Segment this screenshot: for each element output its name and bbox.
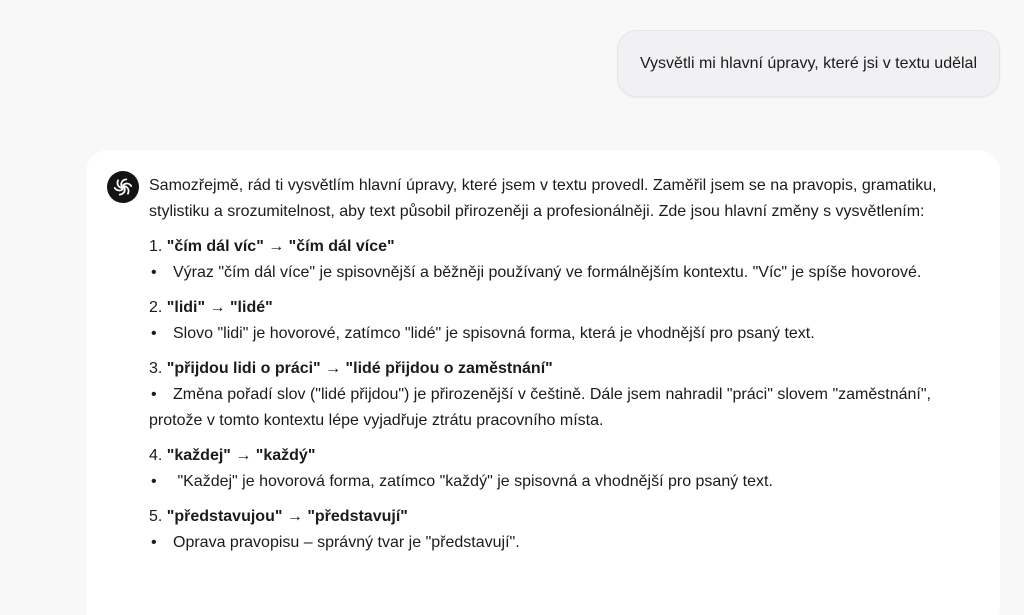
edit-item-explanation-text: Výraz "čím dál více" je spisovnější a běžněji používaný ve formálnějším kontextu. "Víc" je spíše hovorové. <box>173 264 922 281</box>
edit-item-4 <box>149 443 979 495</box>
swirl-logo-icon <box>112 176 134 198</box>
edit-item-explanation <box>149 469 979 495</box>
edit-item-1 <box>149 234 979 286</box>
edit-item-title <box>149 295 979 321</box>
edit-item-change: "lidi" → "lidé" <box>166 299 273 316</box>
edit-item-5 <box>149 504 979 556</box>
edit-item-change: "čím dál víc" → "čím dál více" <box>166 238 395 255</box>
edit-item-explanation <box>149 321 979 347</box>
assistant-intro: Samozřejmě, rád ti vysvětlím hlavní úpravy, které jsem v textu provedl. Zaměřil jsem se na pravopis, gramatiku, stylistiku a srozumitelnost, aby text působil přirozeněji a profesionálněji. Zde jsou hlavní změny s vysvětlením: <box>149 177 937 220</box>
edit-item-explanation <box>149 260 979 286</box>
edit-item-explanation-text: Oprava pravopisu – správný tvar je "představují". <box>173 534 520 551</box>
edit-item-explanation <box>149 530 979 556</box>
bullet-icon: • <box>151 325 157 342</box>
edit-item-title <box>149 443 979 469</box>
bullet-icon: • <box>151 264 157 281</box>
assistant-message-content <box>149 173 979 565</box>
edit-item-3 <box>149 356 979 434</box>
edit-item-title <box>149 356 979 382</box>
edit-item-change: "každej" → "každý" <box>166 447 316 464</box>
user-message-bubble: Vysvětli mi hlavní úpravy, které jsi v textu udělal <box>617 30 1000 97</box>
edit-item-title <box>149 504 979 530</box>
edit-item-explanation-text: "Každej" je hovorová forma, zatímco "každý" je spisovná a vhodnější pro psaný text. <box>173 473 773 490</box>
edit-item-explanation <box>149 382 979 434</box>
bullet-icon: • <box>151 473 157 490</box>
assistant-avatar <box>107 171 139 203</box>
edit-item-number: 2. <box>149 299 163 316</box>
edit-item-number: 5. <box>149 508 163 525</box>
edit-item-change: "představujou" → "představují" <box>166 508 408 525</box>
edit-item-explanation-text: Změna pořadí slov ("lidé přijdou") je přirozenější v češtině. Dále jsem nahradil "práci" slovem "zaměstnání", protože v tomto kontextu lépe vyjadřuje ztrátu pracovního místa. <box>149 386 931 429</box>
edit-item-change: "přijdou lidi o práci" → "lidé přijdou o zaměstnání" <box>166 360 553 377</box>
edit-item-explanation-text: Slovo "lidi" je hovorové, zatímco "lidé" je spisovná forma, která je vhodnější pro psaný text. <box>173 325 815 342</box>
user-message-row <box>617 30 1000 97</box>
edit-item-number: 4. <box>149 447 163 464</box>
bullet-icon: • <box>151 386 157 403</box>
edit-item-2 <box>149 295 979 347</box>
edit-item-title <box>149 234 979 260</box>
edit-item-number: 1. <box>149 238 163 255</box>
bullet-icon: • <box>151 534 157 551</box>
edit-item-number: 3. <box>149 360 163 377</box>
